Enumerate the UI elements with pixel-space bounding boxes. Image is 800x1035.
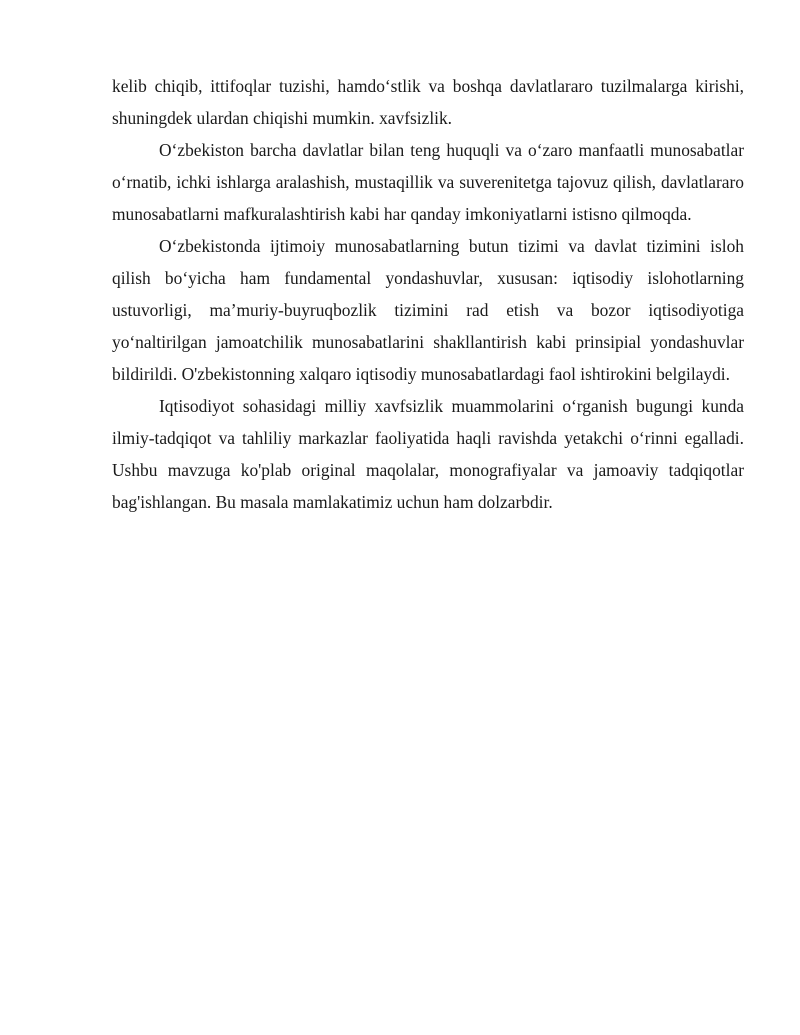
body-text	[112, 70, 744, 518]
paragraph-3: O‘zbekistonda ijtimoiy munosabatlarning butun tizimi va davlat tizimini isloh qilish bo‘yicha ham fundamental yondashuvlar, xususan: iqtisodiy islohotlarning ustuvorligi, ma’muriy-buyruqbozlik tizimini rad etish va bozor iqtisodiyotiga yo‘naltirilgan jamoatchilik munosabatlarini shakllantirish kabi prinsipial yondashuvlar bildirildi. O'zbekistonning xalqaro iqtisodiy munosabatlardagi faol ishtirokini belgilaydi.	[112, 236, 744, 384]
paragraph-1: kelib chiqib, ittifoqlar tuzishi, hamdo‘stlik va boshqa davlatlararo tuzilmalarga kirishi, shuningdek ulardan chiqishi mumkin. xavfsizlik.	[112, 76, 744, 128]
paragraph-4: Iqtisodiyot sohasidagi milliy xavfsizlik muammolarini o‘rganish bugungi kunda ilmiy-tadqiqot va tahliliy markazlar faoliyatida haqli ravishda yetakchi o‘rinni egalladi. Ushbu mavzuga ko'plab original maqolalar, monografiyalar va jamoaviy tadqiqotlar bag'ishlangan. Bu masala mamlakatimiz uchun ham dolzarbdir.	[112, 396, 744, 512]
paragraph-2: O‘zbekiston barcha davlatlar bilan teng huquqli va o‘zaro manfaatli munosabatlar o‘rnatib, ichki ishlarga aralashish, mustaqillik va suverenitetga tajovuz qilish, davlatlararo munosabatlarni mafkuralashtirish kabi har qanday imkoniyatlarni istisno qilmoqda.	[112, 140, 744, 224]
